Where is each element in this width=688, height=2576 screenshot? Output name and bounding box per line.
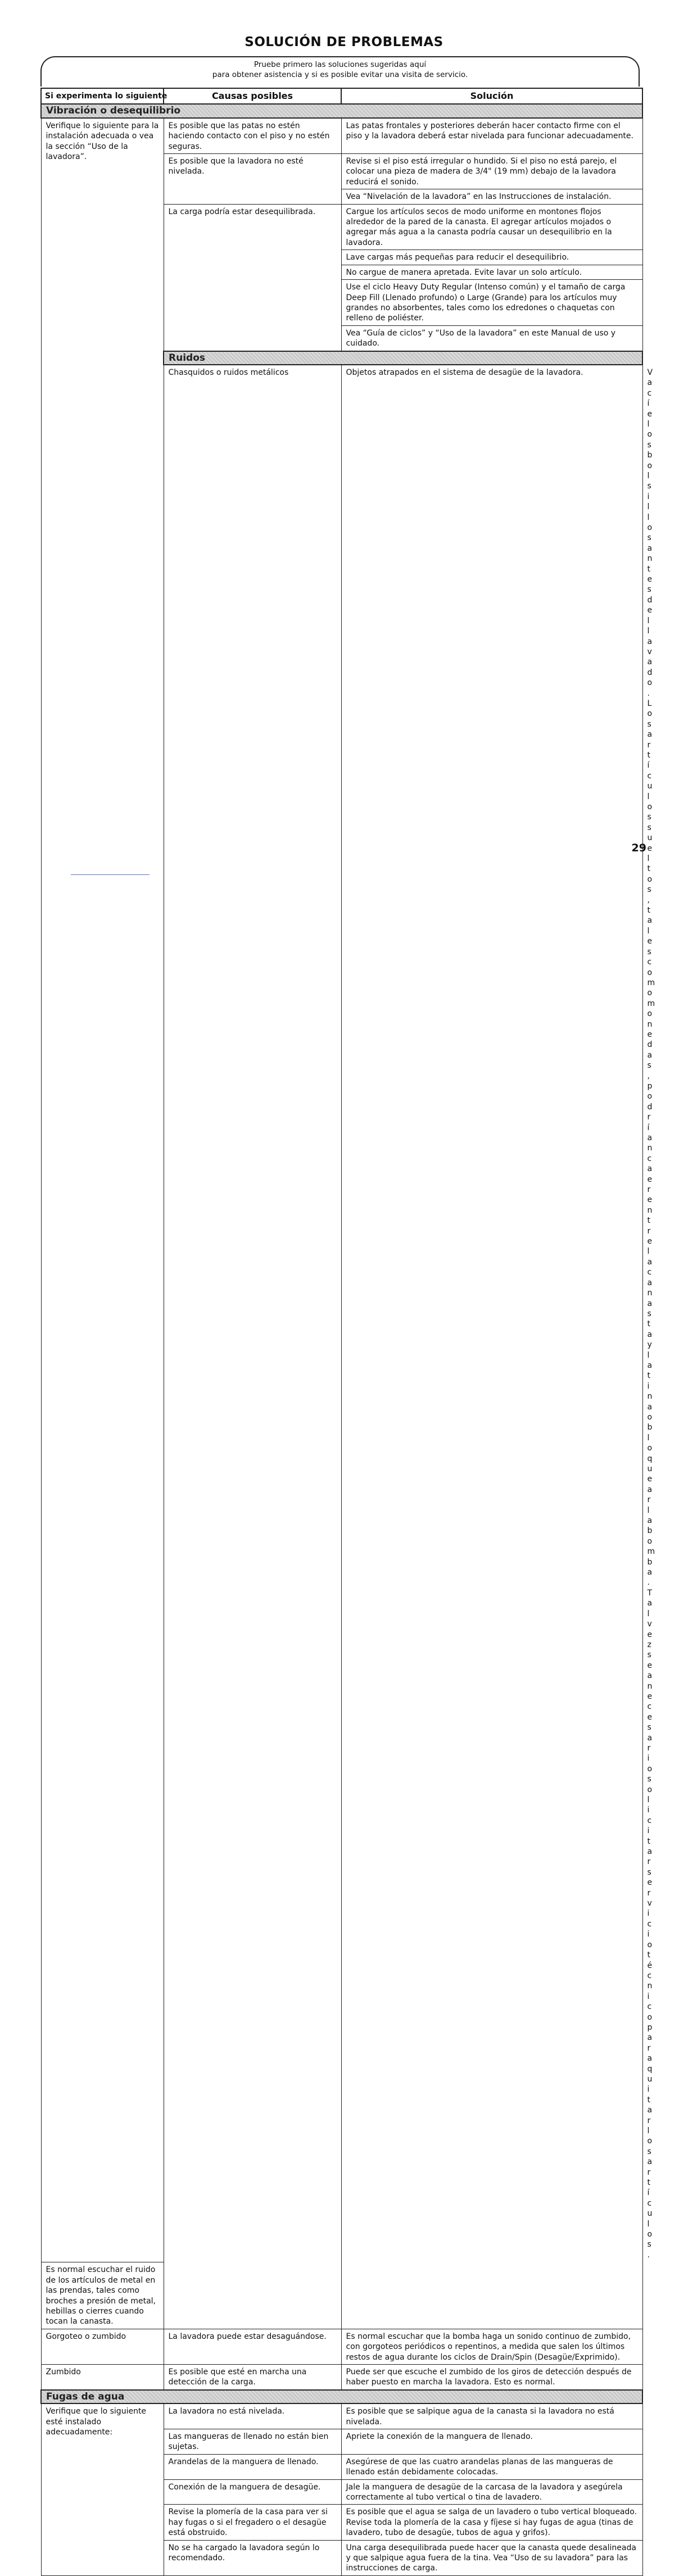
symptom-cell: Gorgoteo o zumbido xyxy=(41,2329,164,2364)
cause-cell: Revise la plomería de la casa para ver si hay fugas o si el fregadero o el desagüe está obstruido. xyxy=(164,2505,341,2540)
page-number: 29 xyxy=(631,842,646,854)
solution-cell: Es posible que se salpique agua de la canasta si la lavadora no está nivelada. xyxy=(341,2403,642,2429)
troubleshooting-table xyxy=(40,88,655,2576)
table-row xyxy=(41,2364,642,2389)
solution-cell: Apriete la conexión de la manguera de llenado. xyxy=(341,2429,642,2454)
solution-cell: Vea “Guía de ciclos” y “Uso de la lavadora” en este Manual de uso y cuidado. xyxy=(341,325,642,351)
cause-cell: La lavadora puede estar desaguándose. xyxy=(164,2329,341,2364)
solution-cell: Lave cargas más pequeñas para reducir el desequilibrio. xyxy=(341,250,642,265)
cause-cell: No se ha cargado la lavadora según lo recomendado. xyxy=(164,2540,341,2575)
intro-line-2: para obtener asistencia y si es posible evitar una visita de servicio. xyxy=(212,70,468,79)
intro-line-1: Pruebe primero las soluciones sugeridas aquí xyxy=(254,60,427,69)
footer-rule xyxy=(71,874,150,875)
section-title-noises: Ruidos xyxy=(164,351,642,365)
page-title: SOLUCIÓN DE PROBLEMAS xyxy=(245,35,443,49)
section-title-leaks: Fugas de agua xyxy=(41,2390,642,2403)
cause-cell: Es posible que esté en marcha una detección de la carga. xyxy=(164,2364,341,2389)
intro-box xyxy=(40,56,640,87)
solution-cell: Cargue los artículos secos de modo uniforme en montones flojos alrededor de la pared de la canasta. El agregar artículos mojados o agregar más agua a la canasta podría causar un desequilibrio en la lavadora. xyxy=(341,204,642,250)
header-symptom: Si experimenta lo siguiente xyxy=(41,88,164,104)
symptom-cell: Verifique lo siguiente para la instalación adecuada o vea la sección “Uso de la lavadora”. xyxy=(41,118,164,2262)
solution-cell: Vea “Nivelación de la lavadora” en las Instrucciones de instalación. xyxy=(341,189,642,204)
header-causes: Causas posibles xyxy=(164,88,341,104)
solution-cell: Es normal escuchar el ruido de los artículos de metal en las prendas, tales como broches a presión de metal, hebillas o cierres cuando tocan la canasta. xyxy=(41,2262,164,2329)
table-row: Chasquidos o ruidos metálicos Objetos atrapados en el sistema de desagüe de la lavadora. Vacíe los bolsillos antes del lavado. Los artículos sueltos, tales como monedas, podrían caer entre la canasta y la tina o bloquear la bomba. Tal vez sea necesario solicitar servicio técnico para quitar los artículos. xyxy=(41,365,642,2262)
section-header-row xyxy=(41,2390,642,2403)
symptom-cell: Verifique que lo siguiente esté instalado adecuadamente: xyxy=(41,2403,164,2575)
solution-cell: Puede ser que escuche el zumbido de los giros de detección después de haber puesto en marcha la lavadora. Esto es normal. xyxy=(341,2364,642,2389)
solution-cell: Revise si el piso está irregular o hundido. Si el piso no está parejo, el colocar una pieza de madera de 3/4" (19 mm) debajo de la lavadora reducirá el sonido. xyxy=(341,154,642,189)
cause-cell: Conexión de la manguera de desagüe. xyxy=(164,2479,341,2505)
header-solution: Solución xyxy=(341,88,642,104)
cause-cell: Objetos atrapados en el sistema de desagüe de la lavadora. xyxy=(341,365,642,2329)
table-row xyxy=(41,2329,642,2364)
section-title-vibration: Vibración o desequilibrio xyxy=(41,104,642,117)
table-row xyxy=(41,2403,642,2429)
solution-cell: No cargue de manera apretada. Evite lavar un solo artículo. xyxy=(341,265,642,279)
cause-cell: Las mangueras de llenado no están bien sujetas. xyxy=(164,2429,341,2454)
solution-cell: Jale la manguera de desagüe de la carcasa de la lavadora y asegúrela correctamente al tubo vertical o tina de lavadero. xyxy=(341,2479,642,2505)
symptom-cell: Zumbido xyxy=(41,2364,164,2389)
solution-cell: Asegúrese de que las cuatro arandelas planas de las mangueras de llenado están debidamente colocadas. xyxy=(341,2454,642,2479)
solution-cell: Una carga desequilibrada puede hacer que la canasta quede desalineada y que salpique agua fuera de la tina. Vea “Uso de su lavadora” para las instrucciones de carga. xyxy=(341,2540,642,2575)
section-header-row xyxy=(41,104,642,117)
header-row xyxy=(41,88,642,104)
cause-cell: Es posible que la lavadora no esté nivelada. xyxy=(164,154,341,205)
solution-cell: Use el ciclo Heavy Duty Regular (Intenso común) y el tamaño de carga Deep Fill (Llenado profundo) o Large (Grande) para los artículos muy grandes no absorbentes, tales como los edredones o chaquetas con relleno de poliéster. xyxy=(341,280,642,326)
cause-cell: Es posible que las patas no estén haciendo contacto con el piso y no estén seguras. xyxy=(164,118,341,154)
cause-cell: La carga podría estar desequilibrada. xyxy=(164,204,341,351)
cause-cell: La lavadora no está nivelada. xyxy=(164,2403,341,2429)
solution-cell: Las patas frontales y posteriores deberán hacer contacto firme con el piso y la lavadora deberá estar nivelada para funcionar adecuadamente. xyxy=(341,118,642,154)
cause-cell: Arandelas de la manguera de llenado. xyxy=(164,2454,341,2479)
solution-cell: Es posible que el agua se salga de un lavadero o tubo vertical bloqueado. Revise toda la plomería de la casa y fíjese si hay fugas de agua (tinas de lavadero, tubo de desagüe, tubos de agua y grifos). xyxy=(341,2505,642,2540)
symptom-cell: Chasquidos o ruidos metálicos xyxy=(164,365,341,2329)
solution-cell: Es normal escuchar que la bomba haga un sonido continuo de zumbido, con gorgoteos periódicos o repentinos, a medida que salen los últimos restos de agua durante los ciclos de Drain/Spin (Desagüe/Exprimido). xyxy=(341,2329,642,2364)
table-row xyxy=(41,118,642,154)
